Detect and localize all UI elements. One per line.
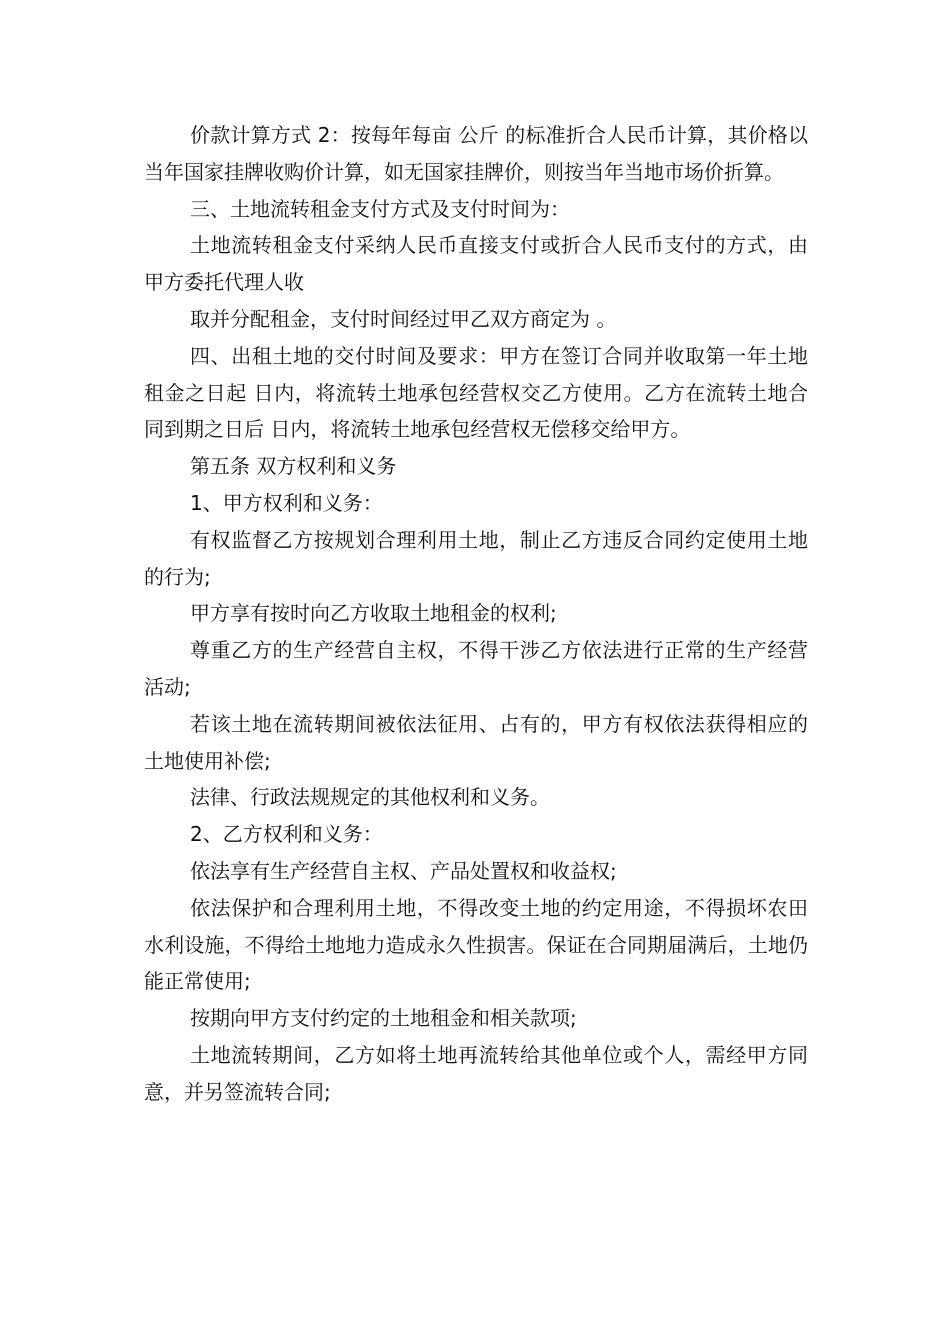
paragraph-article-5-heading: 第五条 双方权利和义务	[190, 454, 397, 479]
paragraph-section-4-delivery: 四、出租土地的交付时间及要求：甲方在签订合同并收取第一年土地租金之日起 日内，将流转土地承包经营权交乙方使用。乙方在流转土地合同到期之日后 日内，将流转土地承包经营权无偿移交给甲方。	[144, 343, 808, 442]
document-body	[144, 117, 808, 1111]
paragraph-party-b-protect-land: 依法保护和合理利用土地，不得改变土地的约定用途，不得损坏农田水利设施，不得给土地地力造成永久性损害。保证在合同期届满后，土地仍能正常使用;	[144, 895, 808, 994]
paragraph-party-a-supervise: 有权监督乙方按规划合理利用土地，制止乙方违反合同约定使用土地的行为;	[144, 527, 808, 589]
paragraph-rent-payment-time: 取并分配租金，支付时间经过甲乙双方商定为 。	[190, 306, 617, 331]
paragraph-party-b-autonomy: 依法享有生产经营自主权、产品处置权和收益权;	[190, 858, 617, 883]
paragraph-party-a-collect-rent: 甲方享有按时向乙方收取土地租金的权利;	[190, 601, 557, 626]
paragraph-section-3-heading: 三、土地流转租金支付方式及支付时间为：	[190, 196, 570, 221]
paragraph-party-b-re-transfer: 土地流转期间，乙方如将土地再流转给其他单位或个人，需经甲方同意，并另签流转合同;	[144, 1042, 808, 1104]
paragraph-party-b-heading: 2、乙方权利和义务：	[190, 822, 383, 847]
paragraph-rent-payment-method: 土地流转租金支付采纳人民币直接支付或折合人民币支付的方式，由甲方委托代理人收	[144, 233, 808, 295]
paragraph-party-a-other: 法律、行政法规规定的其他权利和义务。	[190, 785, 550, 810]
paragraph-party-a-respect-autonomy: 尊重乙方的生产经营自主权，不得干涉乙方依法进行正常的生产经营活动;	[144, 638, 808, 699]
paragraph-party-a-compensation: 若该土地在流转期间被依法征用、占有的，甲方有权依法获得相应的土地使用补偿;	[144, 711, 808, 773]
paragraph-price-calc-method-2: 价款计算方式 2：按每年每亩 公斤 的标准折合人民币计算，其价格以当年国家挂牌收购价计算，如无国家挂牌价，则按当年当地市场价折算。	[144, 123, 808, 184]
paragraph-party-a-heading: 1、甲方权利和义务：	[190, 490, 383, 515]
paragraph-party-b-pay-rent: 按期向甲方支付约定的土地租金和相关款项;	[190, 1006, 577, 1031]
